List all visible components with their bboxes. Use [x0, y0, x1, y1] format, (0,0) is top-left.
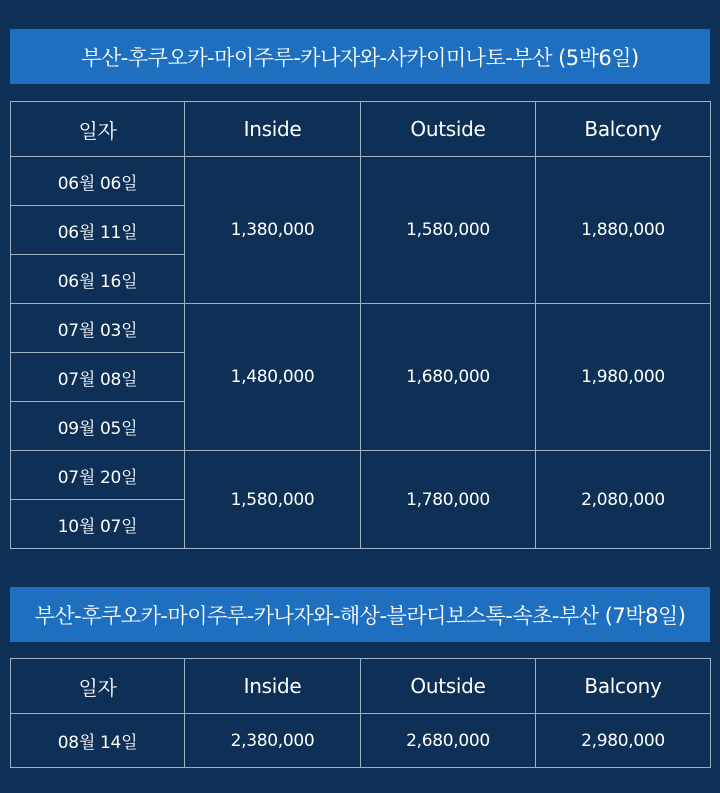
- cruise-2-title: 부산-후쿠오카-마이주루-카나자와-해상-블라디보스톡-속초-부산 (7박8일): [34, 603, 686, 628]
- date-cell: 09월 05일: [11, 402, 185, 451]
- balcony-price: 2,080,000: [536, 451, 711, 549]
- outside-price: 1,680,000: [361, 304, 536, 451]
- date-cell: 07월 20일: [11, 451, 185, 500]
- header-inside: Inside: [185, 659, 361, 714]
- outside-price: 1,580,000: [361, 157, 536, 304]
- table-row: [11, 714, 711, 768]
- date-cell: 06월 11일: [11, 206, 185, 255]
- date-cell: 06월 16일: [11, 255, 185, 304]
- cruise-2-price-table: [10, 658, 711, 768]
- cruise-1-title-banner: [10, 29, 710, 84]
- header-inside: Inside: [185, 102, 361, 157]
- header-balcony: Balcony: [536, 102, 711, 157]
- date-cell: 07월 03일: [11, 304, 185, 353]
- header-date: 일자: [11, 659, 185, 714]
- date-cell: 06월 06일: [11, 157, 185, 206]
- outside-price: 1,780,000: [361, 451, 536, 549]
- date-cell: 10월 07일: [11, 500, 185, 549]
- table-header-row: [11, 659, 711, 714]
- inside-price: 1,380,000: [185, 157, 361, 304]
- inside-price: 1,580,000: [185, 451, 361, 549]
- table-row: [11, 157, 711, 206]
- inside-price: 2,380,000: [185, 714, 361, 768]
- cruise-1-title: 부산-후쿠오카-마이주루-카나자와-사카이미나토-부산 (5박6일): [81, 45, 639, 70]
- balcony-price: 1,880,000: [536, 157, 711, 304]
- table-row: [11, 451, 711, 500]
- cruise-2-title-banner: [10, 587, 710, 642]
- inside-price: 1,480,000: [185, 304, 361, 451]
- header-outside: Outside: [361, 102, 536, 157]
- table-row: [11, 304, 711, 353]
- outside-price: 2,680,000: [361, 714, 536, 768]
- header-date: 일자: [11, 102, 185, 157]
- table-header-row: [11, 102, 711, 157]
- header-balcony: Balcony: [536, 659, 711, 714]
- date-cell: 07월 08일: [11, 353, 185, 402]
- cruise-1-price-table: [10, 101, 711, 549]
- balcony-price: 1,980,000: [536, 304, 711, 451]
- balcony-price: 2,980,000: [536, 714, 711, 768]
- header-outside: Outside: [361, 659, 536, 714]
- date-cell: 08월 14일: [11, 714, 185, 768]
